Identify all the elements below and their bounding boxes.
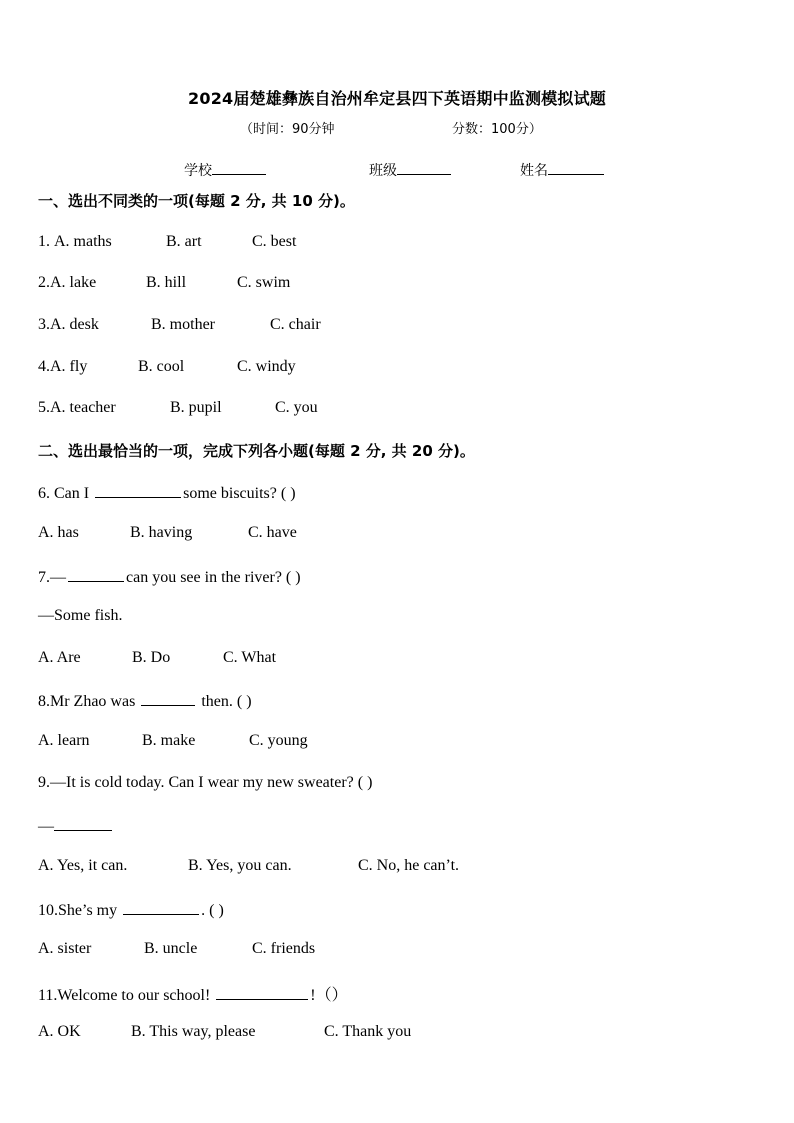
question-6 <box>38 482 296 503</box>
option-b[interactable]: B. This way, please <box>131 1023 256 1040</box>
answer-blank[interactable] <box>123 899 199 915</box>
name-field[interactable] <box>520 160 604 180</box>
option-a[interactable]: A. OK <box>38 1023 81 1040</box>
question-number: 1. <box>38 233 54 250</box>
option-c[interactable]: C. you <box>275 399 318 416</box>
option-a[interactable]: A. has <box>38 524 79 541</box>
option-c[interactable]: C. Thank you <box>324 1023 412 1040</box>
option-b[interactable]: B. make <box>142 732 196 749</box>
option-a[interactable]: A. Yes, it can. <box>38 857 128 874</box>
question-11 <box>38 982 348 1005</box>
question-stem-start: 8.Mr Zhao was <box>38 693 140 710</box>
question-number: 5. <box>38 399 50 416</box>
option-a[interactable]: A. maths <box>54 233 112 250</box>
name-blank[interactable] <box>548 160 604 175</box>
question-stem-start: 11.Welcome to our school! <box>38 987 215 1004</box>
question-number: 3. <box>38 316 50 333</box>
question-8 <box>38 690 252 711</box>
option-a[interactable]: A. fly <box>50 358 88 375</box>
option-a[interactable]: A. desk <box>50 316 99 333</box>
option-b[interactable]: B. Yes, you can. <box>188 857 292 874</box>
page-title: 2024届楚雄彝族自治州牟定县四下英语期中监测模拟试题 <box>188 89 606 108</box>
option-c[interactable]: C. No, he can’t. <box>358 857 460 874</box>
option-a[interactable]: A. sister <box>38 940 92 957</box>
question-7 <box>38 566 301 587</box>
option-b[interactable]: B. having <box>130 524 193 541</box>
question-10-options <box>38 940 315 958</box>
class-field[interactable] <box>369 160 451 180</box>
answer-blank[interactable] <box>95 482 181 498</box>
answer-blank[interactable] <box>68 566 124 582</box>
option-c[interactable]: C. have <box>248 524 297 541</box>
section-two-heading: 二、选出最恰当的一项，完成下列各小题(每题 2 分, 共 20 分)。 <box>38 442 475 460</box>
class-blank[interactable] <box>397 160 451 175</box>
question-8-options <box>38 732 308 750</box>
question-9-options <box>38 857 459 875</box>
option-b[interactable]: B. uncle <box>144 940 198 957</box>
score-info: 分数：100分） <box>452 122 542 137</box>
question-stem-end: some biscuits? ( ) <box>183 485 296 502</box>
question-11-options <box>38 1023 411 1041</box>
option-a[interactable]: A. lake <box>50 274 97 291</box>
option-b[interactable]: B. pupil <box>170 399 222 416</box>
option-a[interactable]: A. learn <box>38 732 90 749</box>
option-b[interactable]: B. Do <box>132 649 171 666</box>
question-stem-end: then. ( ) <box>197 693 252 710</box>
question-stem-end: can you see in the river? ( ) <box>126 569 301 586</box>
exam-info <box>0 118 794 138</box>
question-4 <box>38 358 296 376</box>
section-one-heading: 一、选出不同类的一项(每题 2 分, 共 10 分)。 <box>38 192 355 210</box>
student-fields <box>0 160 794 182</box>
option-b[interactable]: B. hill <box>146 274 187 291</box>
name-label: 姓名 <box>520 163 548 179</box>
question-10 <box>38 899 224 920</box>
question-9-reply <box>38 815 114 836</box>
option-c[interactable]: C. windy <box>237 358 296 375</box>
question-number: 2. <box>38 274 50 291</box>
answer-blank[interactable] <box>54 815 112 831</box>
school-field[interactable] <box>184 160 266 180</box>
school-label: 学校 <box>184 163 212 179</box>
question-1 <box>38 233 296 251</box>
option-b[interactable]: B. art <box>166 233 202 250</box>
question-stem-start: 7.— <box>38 569 66 586</box>
option-c[interactable]: C. friends <box>252 940 316 957</box>
option-a[interactable]: A. Are <box>38 649 81 666</box>
school-blank[interactable] <box>212 160 266 175</box>
class-label: 班级 <box>369 163 397 179</box>
option-a[interactable]: A. teacher <box>50 399 116 416</box>
option-c[interactable]: C. best <box>252 233 297 250</box>
question-2 <box>38 274 290 292</box>
option-c[interactable]: C. What <box>223 649 277 666</box>
question-6-options <box>38 524 297 542</box>
question-stem-end: . ( ) <box>201 902 224 919</box>
time-info: （时间：90分钟 <box>240 122 335 137</box>
question-7-reply: —Some fish. <box>38 607 123 624</box>
option-c[interactable]: C. young <box>249 732 308 749</box>
answer-blank[interactable] <box>216 984 308 1000</box>
option-c[interactable]: C. chair <box>270 316 321 333</box>
option-b[interactable]: B. mother <box>151 316 215 333</box>
question-3 <box>38 316 321 334</box>
reply-dash: — <box>38 818 54 835</box>
option-b[interactable]: B. cool <box>138 358 185 375</box>
question-stem-end: !（） <box>310 987 348 1004</box>
question-7-options <box>38 649 276 667</box>
question-stem-start: 6. Can I <box>38 485 94 502</box>
question-5 <box>38 399 318 417</box>
option-c[interactable]: C. swim <box>237 274 291 291</box>
question-number: 4. <box>38 358 50 375</box>
question-stem-start: 10.She’s my <box>38 902 122 919</box>
question-9: 9.—It is cold today. Can I wear my new sweater? ( ) <box>38 774 373 791</box>
answer-blank[interactable] <box>141 690 195 706</box>
